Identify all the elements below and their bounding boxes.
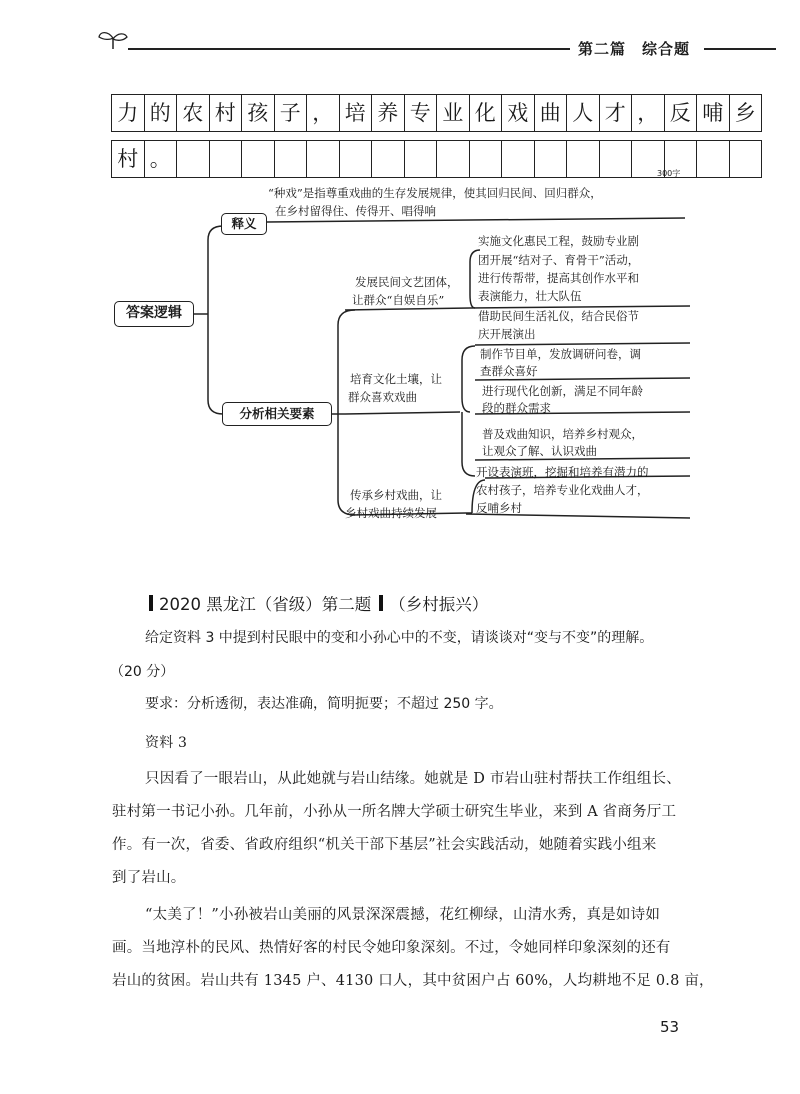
- sub-element-label: 培育文化土壤，让: [350, 372, 442, 386]
- sub-element-label: 群众喜欢戏曲: [348, 390, 417, 404]
- material-line: 岩山的贫困。岩山共有 1345 户、4130 口人，其中贫困户占 60%，人均耕地不足 0.8 亩，: [112, 973, 714, 989]
- grid-cell: 农: [177, 95, 210, 131]
- leaf-text: 查群众喜好: [480, 364, 538, 378]
- grid-cell: 化: [470, 95, 503, 131]
- grid-cell: [405, 141, 438, 177]
- grid-cell: 人: [567, 95, 600, 131]
- grid-cell: [275, 141, 308, 177]
- definition-line: “种戏”是指尊重戏曲的生存发展规律，使其回归民间、回归群众，: [268, 186, 602, 200]
- material-line: 作。有一次，省委、省政府组织“机关干部下基层”社会实践活动，她随着实践小组来: [112, 837, 657, 853]
- leaf-text: 反哺乡村: [476, 501, 522, 515]
- leaf-text: 让观众了解、认识戏曲: [482, 444, 597, 458]
- page-number: 53: [660, 1018, 680, 1036]
- mindmap-root-node: 答案逻辑: [114, 301, 194, 327]
- grid-cell: [470, 141, 503, 177]
- grid-cell: 反: [665, 95, 698, 131]
- grid-cell: [730, 141, 763, 177]
- answer-grid-row: [111, 94, 762, 132]
- grid-cell: 戏: [502, 95, 535, 131]
- sub-element-label: 发展民间文艺团体，: [355, 275, 459, 289]
- leaf-text: 庆开展演出: [478, 327, 536, 341]
- grid-cell: 。: [145, 141, 178, 177]
- sub-element-label: 传承乡村戏曲，让: [350, 488, 442, 502]
- leaf-text: 实施文化惠民工程，鼓励专业剧: [478, 234, 639, 248]
- grid-cell: [242, 141, 275, 177]
- grid-cell: 培: [340, 95, 373, 131]
- grid-cell: 才: [600, 95, 633, 131]
- header-rule: [128, 48, 570, 50]
- grid-cell: [372, 141, 405, 177]
- grid-cell: 村: [210, 95, 243, 131]
- leaf-text: 表演能力，壮大队伍: [478, 289, 582, 303]
- question-score: （20 分）: [110, 664, 175, 680]
- heading-bar-right: [379, 595, 383, 611]
- leaf-text: 借助民间生活礼仪，结合民俗节: [478, 309, 639, 323]
- heading-bar-left: [149, 595, 153, 611]
- word-count-label: 300字: [657, 169, 681, 178]
- grid-cell: 曲: [535, 95, 568, 131]
- material-line: 画。当地淳朴的民风、热情好客的村民令她印象深刻。不过，令她同样印象深刻的还有: [112, 940, 671, 956]
- grid-cell: 专: [405, 95, 438, 131]
- grid-cell: [437, 141, 470, 177]
- grid-cell: 哺: [697, 95, 730, 131]
- grid-cell: ，: [632, 95, 665, 131]
- header-rule-right: [704, 48, 776, 50]
- leaf-text: 制作节目单，发放调研问卷，调: [480, 347, 641, 361]
- material-line: 只因看了一眼岩山，从此她就与岩山结缘。她就是 D 市岩山驻村帮扶工作组组长、: [145, 771, 681, 787]
- grid-cell: 的: [145, 95, 178, 131]
- grid-cell: 子: [275, 95, 308, 131]
- material-line: 到了岩山。: [112, 870, 186, 886]
- sprout-icon: [98, 28, 128, 50]
- grid-cell: 村: [112, 141, 145, 177]
- sub-element-label: 乡村戏曲持续发展: [345, 506, 437, 520]
- grid-cell: [210, 141, 243, 177]
- grid-cell: [535, 141, 568, 177]
- grid-cell: 业: [437, 95, 470, 131]
- leaf-text: 农村孩子，培养专业化戏曲人才，: [476, 483, 649, 497]
- question-prompt: 给定资料 3 中提到村民眼中的变和小孙心中的不变，请谈谈对“变与不变”的理解。: [145, 630, 654, 646]
- grid-cell: [600, 141, 633, 177]
- leaf-text: 进行现代化创新，满足不同年龄: [482, 384, 643, 398]
- grid-cell: 乡: [730, 95, 763, 131]
- leaf-text: 普及戏曲知识，培养乡村观众，: [482, 427, 643, 441]
- material-title: 资料 3: [145, 735, 188, 751]
- grid-cell: 养: [372, 95, 405, 131]
- leaf-text: 团开展“结对子、育骨干”活动，: [478, 253, 640, 267]
- question-requirement: 要求：分析透彻，表达准确，简明扼要；不超过 250 字。: [145, 696, 503, 712]
- grid-cell: [697, 141, 730, 177]
- mindmap-branch-analysis: 分析相关要素: [222, 402, 332, 426]
- sub-element-label: 让群众“自娱自乐”: [352, 293, 445, 307]
- grid-cell: 孩: [242, 95, 275, 131]
- grid-cell: [177, 141, 210, 177]
- grid-cell: [307, 141, 340, 177]
- grid-cell: [502, 141, 535, 177]
- question-title: 2020 黑龙江（省级）第二题: [159, 595, 372, 614]
- leaf-text: 开设表演班，挖掘和培养有潜力的: [476, 465, 649, 479]
- material-line: “太美了！”小孙被岩山美丽的风景深深震撼，花红柳绿，山清水秀，真是如诗如: [145, 907, 661, 923]
- grid-cell: [567, 141, 600, 177]
- leaf-text: 进行传帮带，提高其创作水平和: [478, 271, 639, 285]
- definition-line: 在乡村留得住、传得开、唱得响: [275, 204, 436, 218]
- grid-cell: 力: [112, 95, 145, 131]
- question-heading: [143, 591, 488, 615]
- mindmap-branch-definition: 释义: [221, 213, 267, 235]
- grid-cell: ，: [307, 95, 340, 131]
- grid-cell: [340, 141, 373, 177]
- chapter-title: 第二篇 综合题: [578, 40, 691, 58]
- question-topic-tag: （乡村振兴）: [389, 595, 489, 614]
- material-line: 驻村第一书记小孙。几年前，小孙从一所名牌大学硕士研究生毕业，来到 A 省商务厅工: [112, 804, 677, 820]
- leaf-text: 段的群众需求: [482, 401, 551, 415]
